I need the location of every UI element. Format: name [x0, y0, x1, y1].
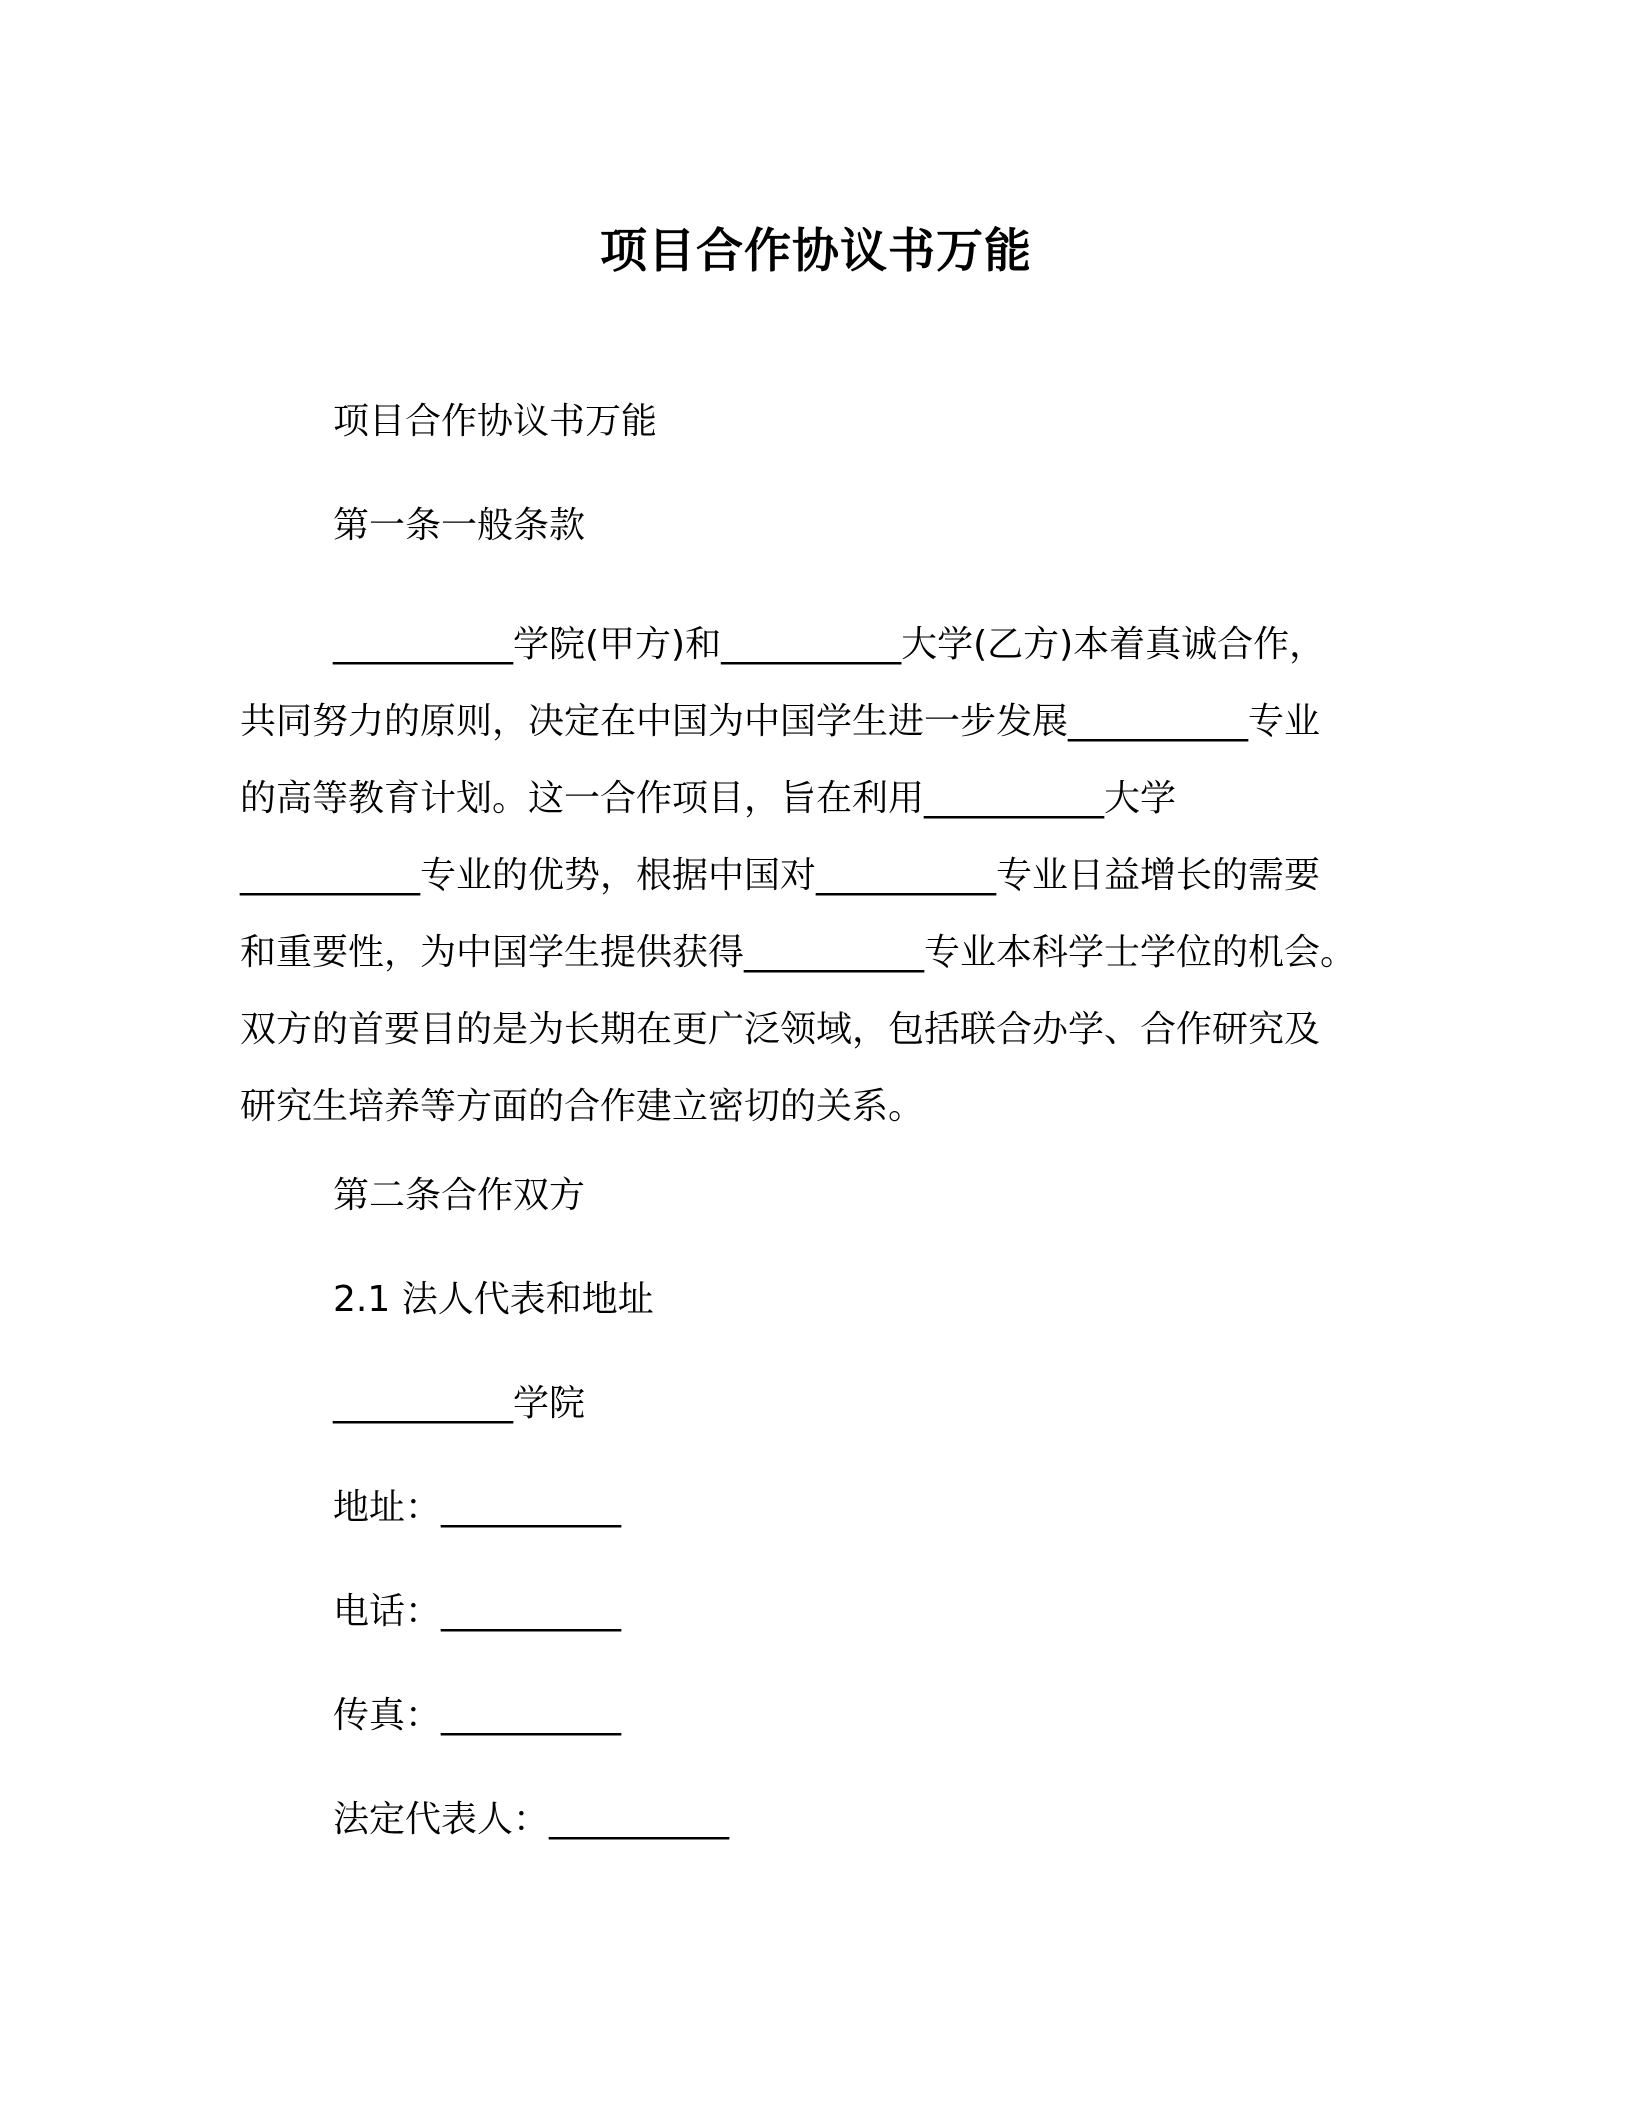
paragraph-line: 共同努力的原则，决定在中国为中国学生进一步发展__________专业 — [240, 701, 1321, 742]
paragraph-line: 的高等教育计划。这一合作项目，旨在利用__________大学 — [240, 778, 1177, 819]
party-name-field: __________学院 — [333, 1383, 586, 1424]
legal-representative-field: 法定代表人：__________ — [333, 1799, 730, 1840]
article1-heading: 第一条一般条款 — [333, 505, 586, 546]
article1-paragraph — [240, 606, 1390, 1145]
document-title: 项目合作协议书万能 — [600, 224, 1032, 279]
document-subtitle: 项目合作协议书万能 — [333, 401, 658, 442]
article2-heading: 第二条合作双方 — [333, 1175, 586, 1216]
fax-field: 传真：__________ — [333, 1695, 622, 1736]
section-2-1-heading: 2.1 法人代表和地址 — [333, 1279, 654, 1320]
address-field: 地址：__________ — [333, 1487, 622, 1528]
paragraph-line: __________专业的优势，根据中国对__________专业日益增长的需要 — [240, 855, 1321, 896]
paragraph-line: 双方的首要目的是为长期在更广泛领域，包括联合办学、合作研究及 — [240, 1009, 1321, 1050]
paragraph-line: 和重要性，为中国学生提供获得__________专业本科学士学位的机会。 — [240, 932, 1357, 973]
paragraph-line: 研究生培养等方面的合作建立密切的关系。 — [240, 1086, 925, 1127]
phone-field: 电话：__________ — [333, 1591, 622, 1632]
paragraph-line: __________学院(甲方)和__________大学(乙方)本着真诚合作， — [333, 624, 1326, 665]
